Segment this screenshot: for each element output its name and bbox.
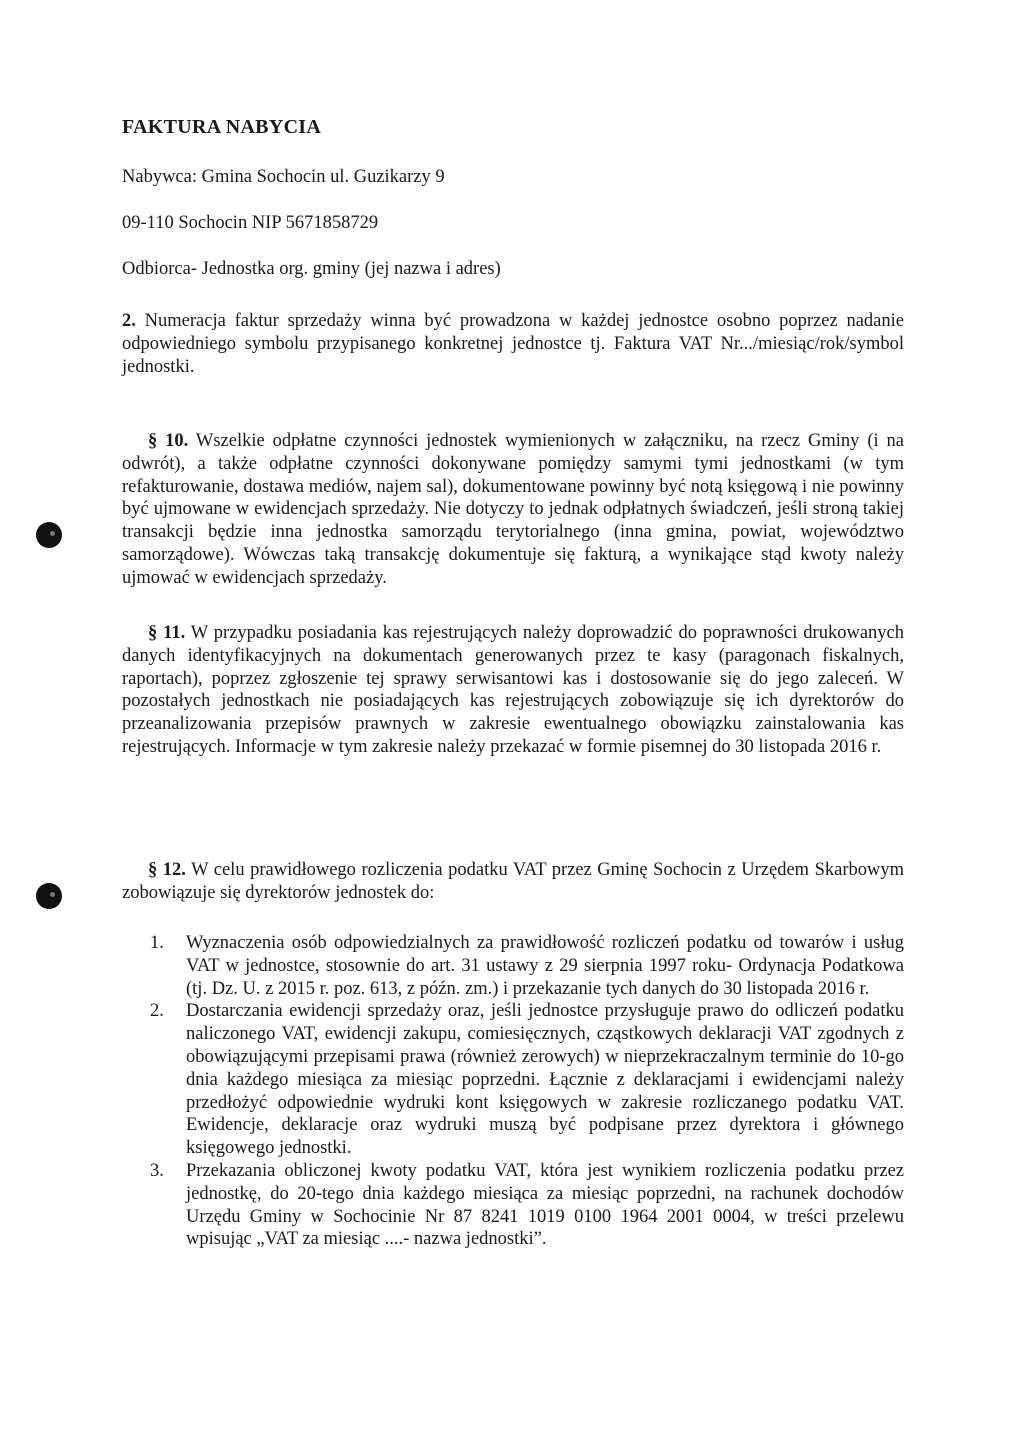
list-item-text: Dostarczania ewidencji sprzedaży oraz, jeśli jednostce przysługuje prawo do odliczeń podatku naliczonego VAT, ewidencji zakupu, comiesięcznych, cząstkowych deklaracji VAT zgodnych z obowiązującymi przepisami prawa (również zerowych) w nieprzekraczalnym terminie do 10-go dnia każdego miesiąca za miesiąc poprzedni. Łącznie z deklaracjami i ewidencjami należy przedłożyć odpowiednie wydruki kont księgowych w zakresie rozliczanego podatku VAT. Ewidencje, deklaracje oraz wydruki muszą być podpisane przez dyrektora i głównego księgowego jednostki. [186,1001,904,1159]
section-12-label: § 12. [148,860,186,880]
buyer-line: Nabywca: Gmina Sochocin ul. Guzikarzy 9 [122,167,445,187]
section-11-paragraph [122,622,904,759]
list-item-number: 3. [150,1160,164,1181]
section-10-label: § 10. [148,431,189,451]
list-item-text: Wyznaczenia osób odpowiedzialnych za prawidłowość rozliczeń podatku od towarów i usług VAT w jednostce, stosownie do art. 31 ustawy z 29 sierpnia 1997 roku- Ordynacja Podatkowa (tj. Dz. U. z 2015 r. poz. 613, z późn. zm.) i przekazanie tych danych do 30 listopada 2016 r. [186,933,904,999]
list-item-number: 2. [150,1001,164,1022]
section-10-text: Wszelkie odpłatne czynności jednostek wymienionych w załączniku, na rzecz Gminy (i na odwrót), a także odpłatne czynności dokonywane pomiędzy samymi tymi jednostkami (w tym refakturowanie, dostawa mediów, najem sal), dokumentowane powinny być notą księgową i nie powinny być ujmowane w ewidencjach sprzedaży. Nie dotyczy to jednak odpłatnych świadczeń, jeśli stroną takiej transakcji będzie inna jednostka samorządu terytorialnego (inna gmina, powiat, województwo samorządowe). Wówczas taką transakcję dokumentuje się fakturą, a wynikające stąd kwoty należy ujmować w ewidencjach sprzedaży. [122,431,905,588]
list-item-text: Przekazania obliczonej kwoty podatku VAT, która jest wynikiem rozliczenia podatku przez jednostkę, do 20-tego dnia każdego miesiąca za miesiąc poprzedni, na rachunek dochodów Urzędu Gminy w Sochocinie Nr 87 8241 1019 0100 1964 2001 0004, w treści przelewu wpisując „VAT za miesiąc ....- nazwa jednostki”. [186,1160,904,1250]
point-2-number: 2. [122,311,136,331]
list-item [150,1000,904,1160]
section-12-list [150,932,904,1251]
receiver-line: Odbiorca- Jednostka org. gminy (jej nazwa i adres) [122,259,501,279]
point-2-text: Numeracja faktur sprzedaży winna być prowadzona w każdej jednostce osobno poprzez nadanie odpowiedniego symbolu przypisanego konkretnej jednostce tj. Faktura VAT Nr.../miesiąc/rok/symbol jednostki. [122,311,904,377]
section-12-text: W celu prawidłowego rozliczenia podatku VAT przez Gminę Sochocin z Urzędem Skarbowym zobowiązuje się dyrektorów jednostek do: [122,860,905,903]
section-10-paragraph [122,430,904,590]
section-12-paragraph [122,859,904,905]
punch-hole-mark [36,522,62,548]
punch-hole-mark [36,883,62,909]
address-line: 09-110 Sochocin NIP 5671858729 [122,213,379,233]
list-item-number: 1. [150,933,164,953]
list-item [150,932,904,1000]
point-2-paragraph [122,310,904,378]
section-11-label: § 11. [148,623,186,643]
list-item [150,1160,904,1251]
section-11-text: W przypadku posiadania kas rejestrujących należy doprowadzić do poprawności drukowanych danych identyfikacyjnych na dokumentach generowanych przez te kasy (paragonach fiskalnych, raportach), poprzez zgłoszenie tej sprawy serwisantowi kas i dostosowanie się do jego zaleceń. W pozostałych jednostkach nie posiadających kas rejestrujących zobowiązuje się ich dyrektorów do przeanalizowania przepisów prawnych w zakresie ewentualnego obowiązku zainstalowania kas rejestrujących. Informacje w tym zakresie należy przekazać w formie pisemnej do 30 listopada 2016 r. [122,623,904,757]
invoice-heading: FAKTURA NABYCIA [122,116,322,138]
